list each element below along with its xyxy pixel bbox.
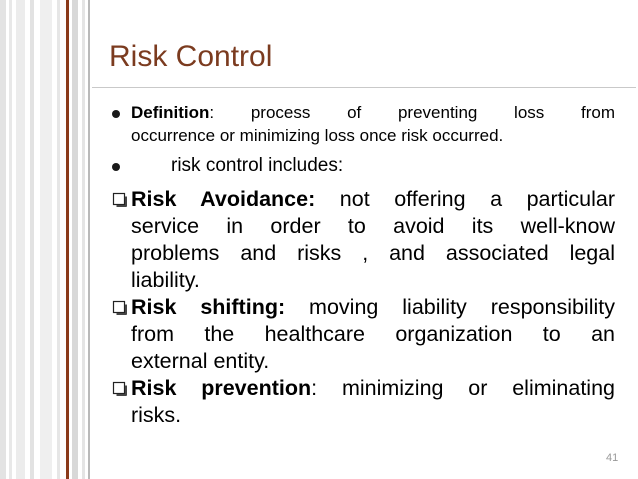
definition-text-2: occurrence or minimizing loss once risk occurred. [131,126,504,145]
risk-shifting-line-1 [131,294,615,321]
dot-bullet-icon [112,110,120,118]
definition-colon: : [209,103,215,122]
risk-prevention-line-2: risks. [131,403,182,427]
risk-shifting-line-2: from the healthcare organization to an [131,322,615,346]
slide-title: Risk Control [109,40,273,73]
risk-avoidance-text: not offering a particular [339,187,615,211]
risk-prevention-text: minimizing or eliminating [341,376,615,400]
risk-shifting-text: moving liability responsibility [309,295,615,319]
risk-avoidance-term: Risk Avoidance: [131,187,316,211]
dot-bullet-icon [112,163,120,171]
definition-line-1 [131,103,615,123]
checkbox-bullet-icon [112,300,127,315]
risk-shifting-line-3: external entity. [131,349,270,373]
definition-text-1: process of preventing loss from [250,103,615,122]
risk-avoidance-line-4: liability. [131,268,200,292]
risk-prevention-term: Risk prevention [131,376,312,400]
risk-avoidance-line-2: service in order to avoid its well-know [131,214,615,238]
page-number: 41 [606,452,619,464]
definition-term: Definition [131,103,210,122]
risk-prevention-line-1 [131,375,615,402]
checkbox-bullet-icon [112,192,127,207]
risk-shifting-term: Risk shifting: [131,295,286,319]
includes-text: risk control includes: [171,155,344,176]
risk-avoidance-line-3: problems and risks , and associated legal [131,241,615,265]
checkbox-bullet-icon [112,381,127,396]
risk-avoidance-line-1 [131,186,615,213]
risk-prevention-colon: : [311,376,318,400]
